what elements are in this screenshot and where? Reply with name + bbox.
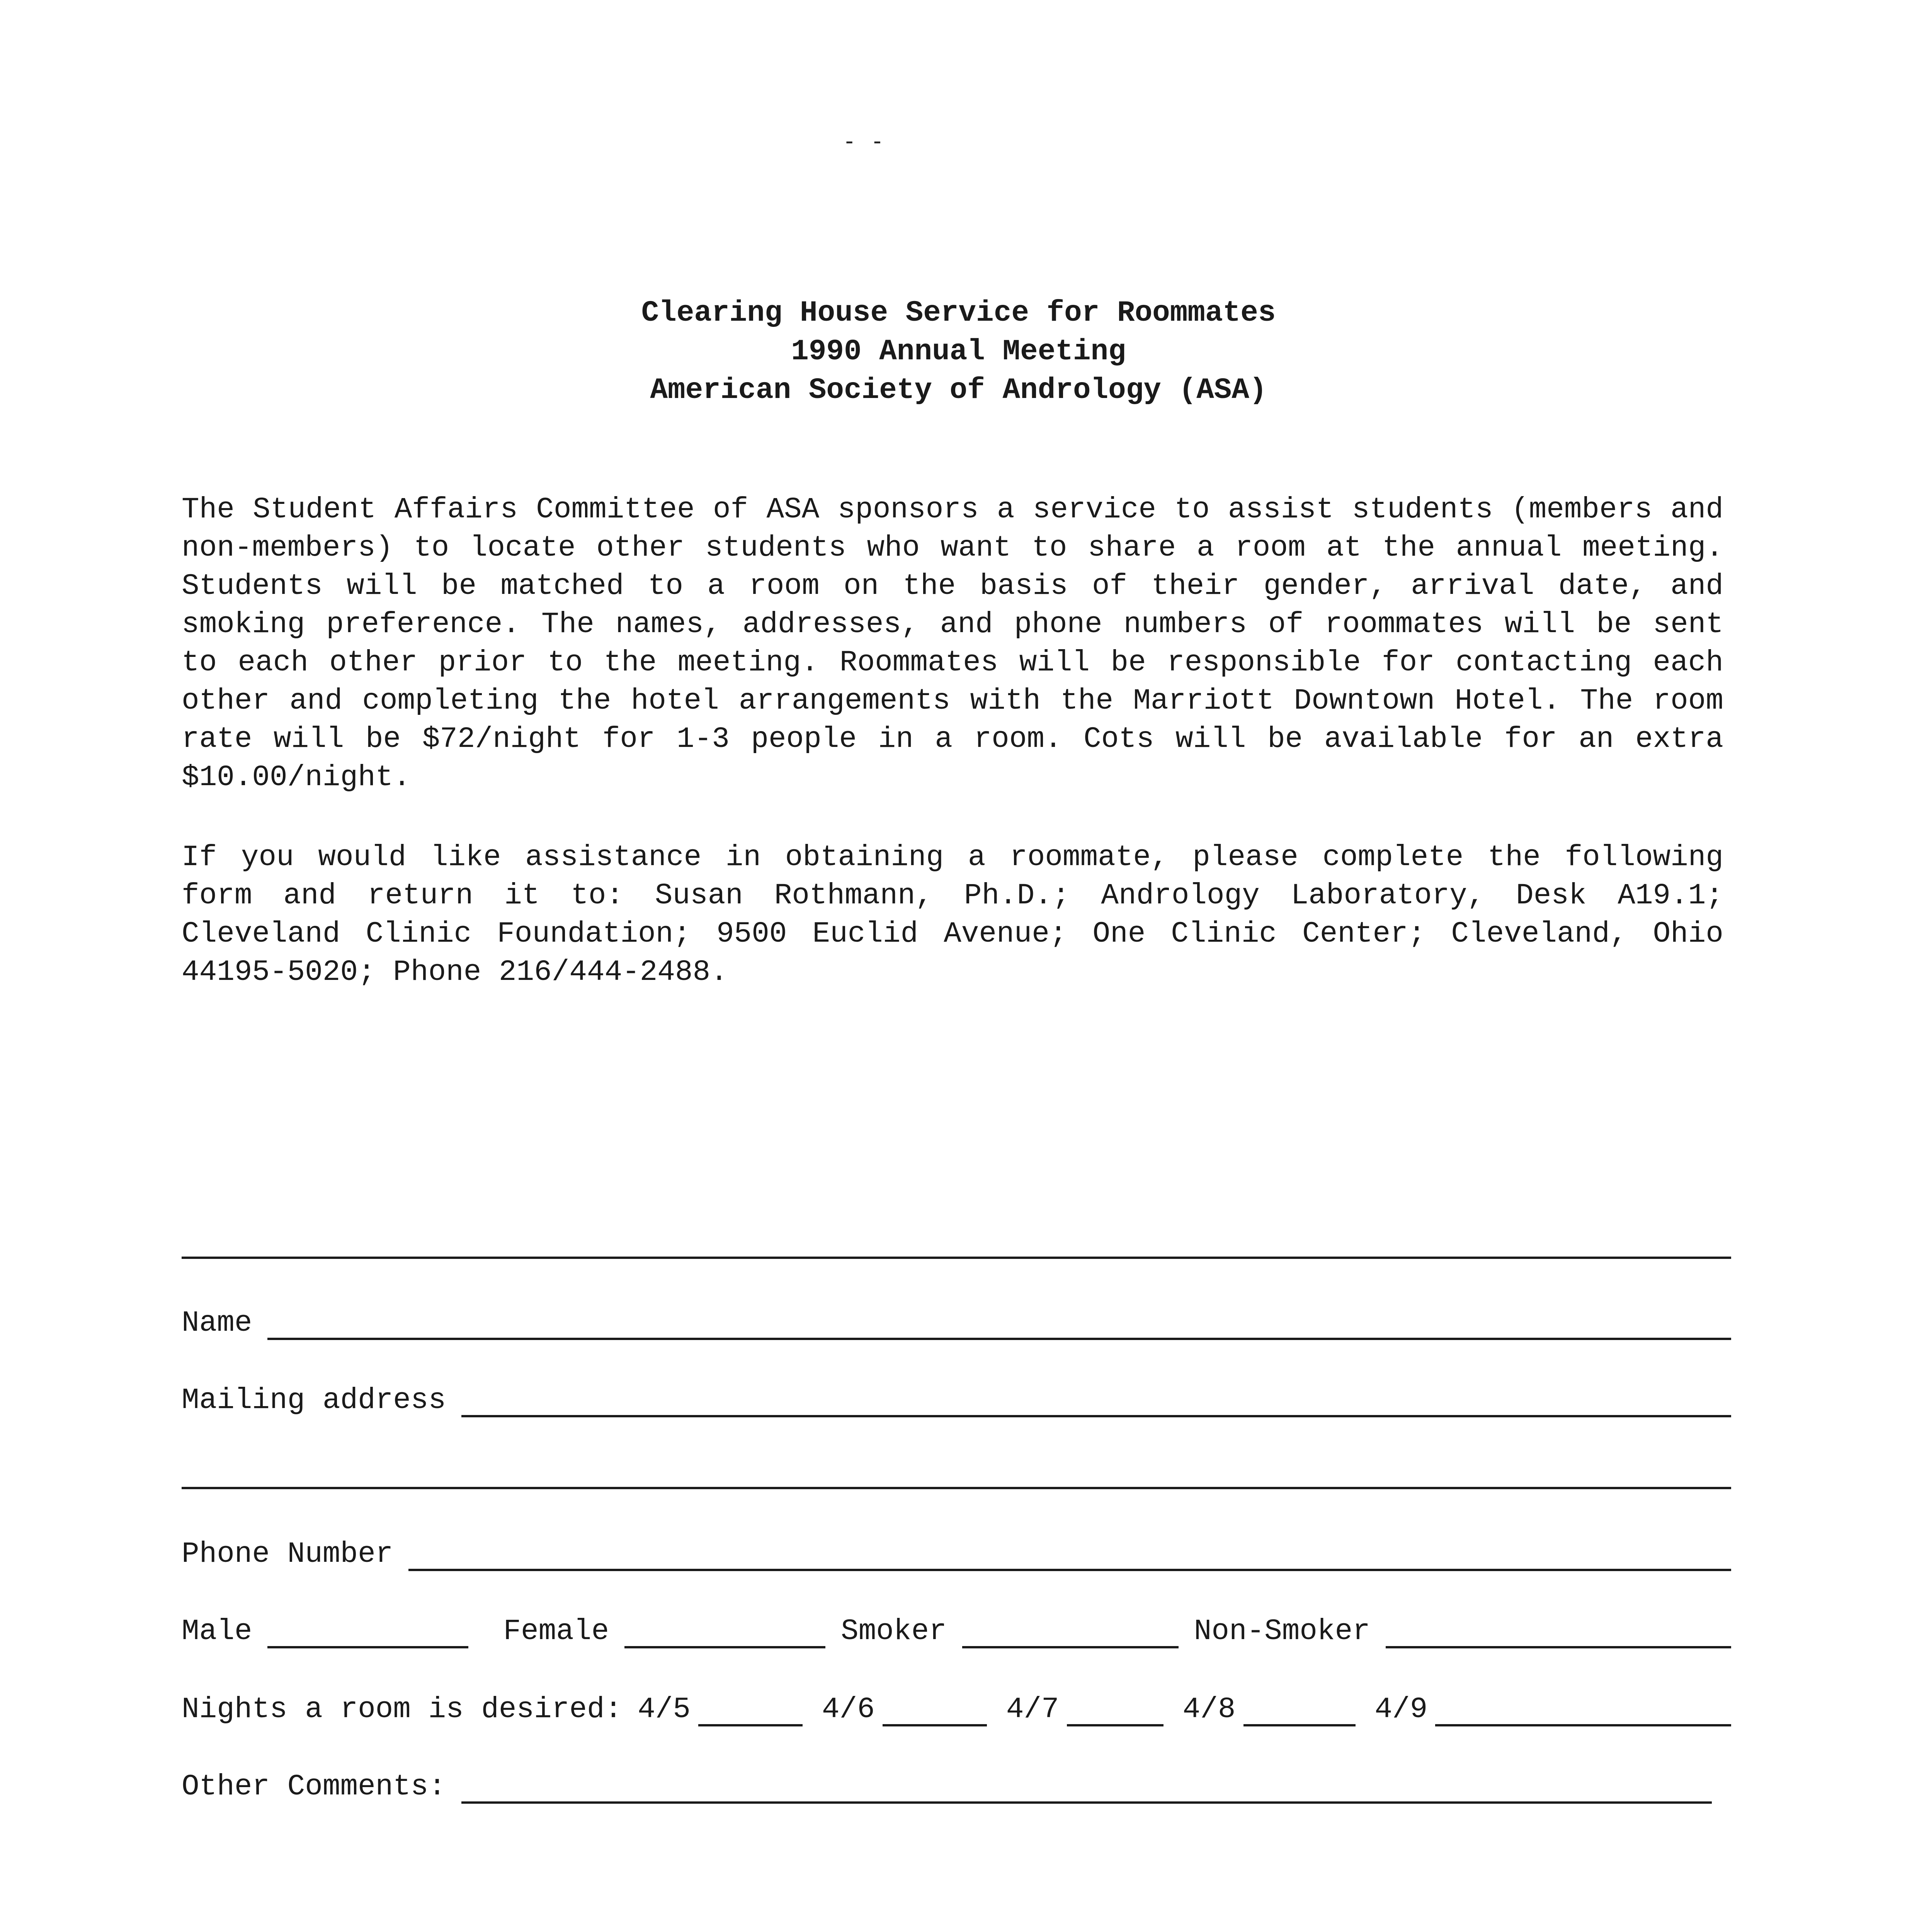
gender-smoking-row: [182, 1607, 1731, 1649]
mailing-address-field[interactable]: [461, 1415, 1731, 1417]
male-label: Male: [182, 1615, 252, 1648]
stray-mark: - -: [842, 128, 885, 155]
night-4-6-field[interactable]: [883, 1724, 987, 1726]
mailing-address-field-line2[interactable]: [182, 1487, 1731, 1489]
night-4-8-field[interactable]: [1243, 1724, 1356, 1726]
night-4-7-field[interactable]: [1067, 1724, 1163, 1726]
smoker-label: Smoker: [841, 1615, 947, 1648]
phone-field[interactable]: [408, 1569, 1731, 1571]
night-4-5-label: 4/5: [638, 1693, 691, 1726]
night-4-9-field[interactable]: [1435, 1724, 1731, 1726]
night-4-7-label: 4/7: [1006, 1693, 1059, 1726]
document-header: [0, 294, 1917, 410]
header-society: American Society of Andrology (ASA): [650, 374, 1267, 407]
female-label: Female: [503, 1615, 609, 1648]
comments-field[interactable]: [461, 1801, 1712, 1804]
night-4-8-label: 4/8: [1182, 1693, 1236, 1726]
intro-paragraph: The Student Affairs Committee of ASA sponsors a service to assist students (members and non-members) to locate other students who want to share a room at the annual meeting. Students will be matched to a room on the basis of their gender, arrival date, and smoking preference. The names, addresses, and phone numbers of roommates will be sent to each other prior to the meeting. Roommates will be responsible for contacting each other and completing the hotel arrangements with the Marriott Downtown Hotel. The room rate will be $72/night for 1-3 people in a room. Cots will be available for an extra $10.00/night.: [182, 493, 1723, 794]
comments-label: Other Comments:: [182, 1770, 446, 1803]
name-row: [182, 1298, 1731, 1341]
non-smoker-label: Non-Smoker: [1194, 1615, 1370, 1648]
nights-label: Nights a room is desired:: [182, 1693, 623, 1726]
phone-label: Phone Number: [182, 1537, 393, 1571]
female-field[interactable]: [624, 1646, 825, 1648]
phone-row: [182, 1529, 1731, 1572]
name-field[interactable]: [267, 1338, 1731, 1340]
comments-row: [182, 1762, 1712, 1804]
mailing-address-row: [182, 1376, 1731, 1418]
mailing-address-label: Mailing address: [182, 1384, 446, 1417]
instructions-paragraph: If you would like assistance in obtaining a roommate, please complete the following form and return it to: Susan Rothmann, Ph.D.; Andrology Laboratory, Desk A19.1; Cleveland Clinic Foundation; 9500 Euclid Avenue; One Clinic Center; Cleveland, Ohio 44195-5020; Phone 216/444-2488.: [182, 841, 1723, 989]
header-meeting: 1990 Annual Meeting: [791, 335, 1126, 368]
night-4-5-field[interactable]: [698, 1724, 803, 1726]
male-field[interactable]: [267, 1646, 468, 1648]
form-separator-rule: [182, 1257, 1731, 1259]
name-label: Name: [182, 1306, 252, 1340]
night-4-9-label: 4/9: [1374, 1693, 1428, 1726]
header-title: Clearing House Service for Roommates: [641, 296, 1276, 330]
nights-row: [182, 1685, 1731, 1727]
smoker-field[interactable]: [962, 1646, 1179, 1648]
night-4-6-label: 4/6: [822, 1693, 875, 1726]
non-smoker-field[interactable]: [1386, 1646, 1731, 1648]
